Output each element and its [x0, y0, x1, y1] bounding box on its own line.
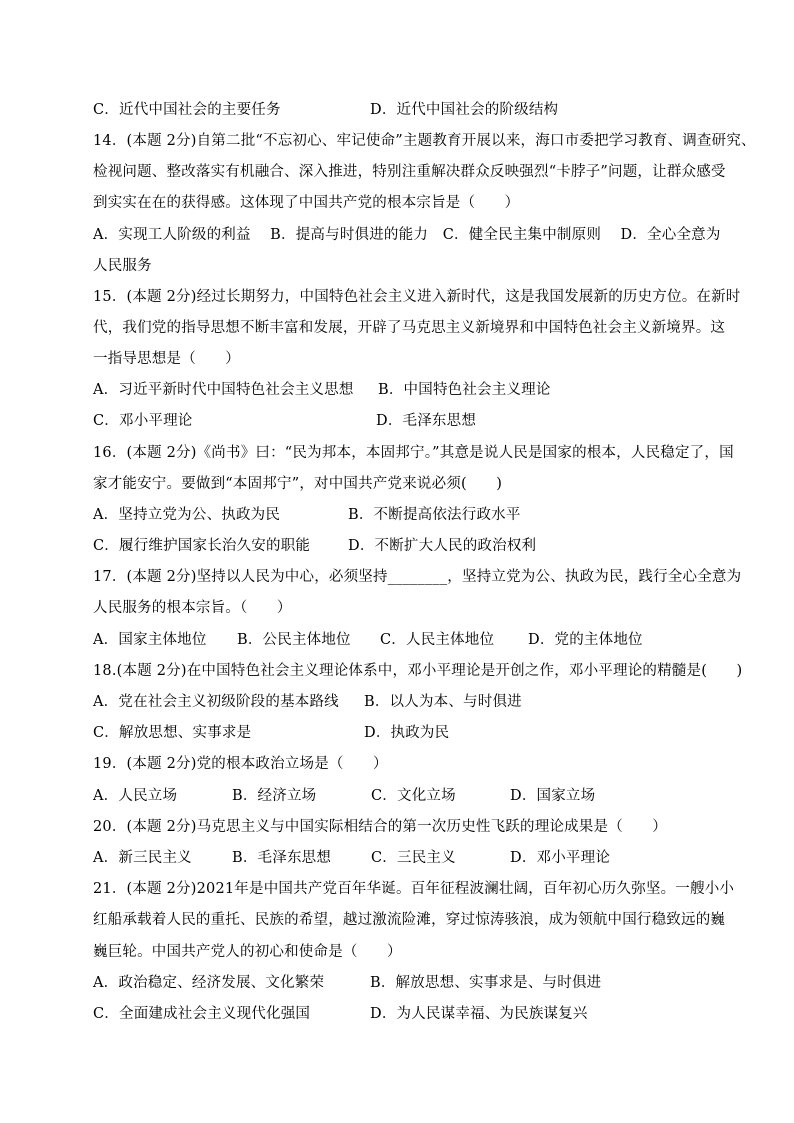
q21-option-a: A．政治稳定、经济发展、文化繁荣 [93, 975, 325, 991]
q16-option-c: C．履行维护国家长治久安的职能 [93, 538, 311, 554]
q20-option-c: C．三民主义 [371, 850, 456, 866]
q14-options-line-1: A．实现工人阶级的利益 B．提高与时俱进的能力 C．健全民主集中制原则 D．全心全意为 [93, 227, 721, 243]
q17-stem-line-2: 人民服务的根本宗旨。（ ） [93, 600, 292, 616]
q17-option-a: A．国家主体地位 [93, 632, 207, 648]
q13-option-d: D．近代中国社会的阶级结构 [370, 102, 559, 118]
q17-stem-line-1: 17．(本题 2分)坚持以人民为中心，必须坚持________，坚持立党为公、执政为民，践行全心全意为 [93, 569, 742, 585]
q18-option-b: B．以人为本、与时俱进 [364, 694, 522, 710]
q21-stem-line-1: 21．(本题 2分)2021年是中国共产党百年华诞。百年征程波澜壮阔，百年初心历久弥坚。一艘小小 [93, 881, 735, 897]
q18-stem-line-1: 18.(本题 2分)在中国特色社会主义理论体系中，邓小平理论是开创之作，邓小平理论的精髓是( ) [93, 663, 743, 679]
q21-option-b: B．解放思想、实事求是、与时俱进 [370, 975, 602, 991]
q15-option-d: D．毛泽东思想 [376, 413, 477, 429]
q20-option-b: B．毛泽东思想 [232, 850, 332, 866]
q15-option-c: C．邓小平理论 [93, 413, 193, 429]
q16-option-a: A．坚持立党为公、执政为民 [93, 507, 281, 523]
q19-option-b: B．经济立场 [232, 788, 317, 804]
q20-stem-line-1: 20．(本题 2分)马克思主义与中国实际相结合的第一次历史性飞跃的理论成果是（ ） [93, 819, 667, 835]
q19-option-c: C．文化立场 [371, 788, 456, 804]
q21-stem-line-3: 巍巨轮。中国共产党人的初心和使命是（ ） [93, 944, 402, 960]
q21-stem-line-2: 红船承载着人民的重托、民族的希望，越过激流险滩，穿过惊涛骇浪，成为领航中国行稳致远的巍 [93, 912, 726, 928]
q16-option-b: B．不断提高依法行政水平 [348, 507, 521, 523]
q16-option-d: D．不断扩大人民的政治权利 [348, 538, 537, 554]
q21-option-c: C．全面建成社会主义现代化强国 [93, 1006, 311, 1022]
q19-stem-line-1: 19．(本题 2分)党的根本政治立场是（ ） [93, 756, 388, 772]
q14-options-line-2: 人民服务 [93, 258, 152, 274]
q20-option-a: A．新三民主义 [93, 850, 192, 866]
q18-option-d: D．执政为民 [364, 725, 450, 741]
q16-stem-line-1: 16．(本题 2分)《尚书》曰：“民为邦本，本固邦宁。”其意是说人民是国家的根本，人民稳定了，国 [93, 445, 734, 461]
q17-option-d: D．党的主体地位 [528, 632, 643, 648]
q20-option-d: D．邓小平理论 [510, 850, 611, 866]
q15-stem-line-2: 代，我们党的指导思想不断丰富和发展，开辟了马克思主义新境界和中国特色社会主义新境界。这 [93, 320, 726, 336]
q14-stem-line-2: 检视问题、整改落实有机融合、深入推进，特别注重解决群众反映强烈“卡脖子”问题，让群众感受 [93, 164, 726, 180]
q18-option-a: A．党在社会主义初级阶段的基本路线 [93, 694, 339, 710]
q18-option-c: C．解放思想、实事求是 [93, 725, 252, 741]
q15-stem-line-3: 一指导思想是（ ） [93, 351, 240, 367]
q21-option-d: D．为人民谋幸福、为民族谋复兴 [370, 1006, 588, 1022]
q15-option-a: A．习近平新时代中国特色社会主义思想 [93, 382, 354, 398]
q16-stem-line-2: 家才能安宁。要做到“本固邦宁”，对中国共产党来说必须( ) [93, 476, 503, 492]
q17-option-b: B．公民主体地位 [237, 632, 351, 648]
q19-option-a: A．人民立场 [93, 788, 178, 804]
q15-stem-line-1: 15．(本题 2分)经过长期努力，中国特色社会主义进入新时代，这是我国发展新的历史方位。在新时 [93, 289, 741, 305]
q13-option-c: C．近代中国社会的主要任务 [93, 102, 281, 118]
q19-option-d: D．国家立场 [510, 788, 596, 804]
q15-option-b: B．中国特色社会主义理论 [378, 382, 551, 398]
q17-option-c: C．人民主体地位 [380, 632, 495, 648]
q14-stem-line-3: 到实实在在的获得感。这体现了中国共产党的根本宗旨是（ ） [93, 195, 520, 211]
q14-stem-line-1: 14．(本题 2分)自第二批“不忘初心、牢记使命”主题教育开展以来，海口市委把学习教育、调查研究、 [93, 133, 756, 149]
